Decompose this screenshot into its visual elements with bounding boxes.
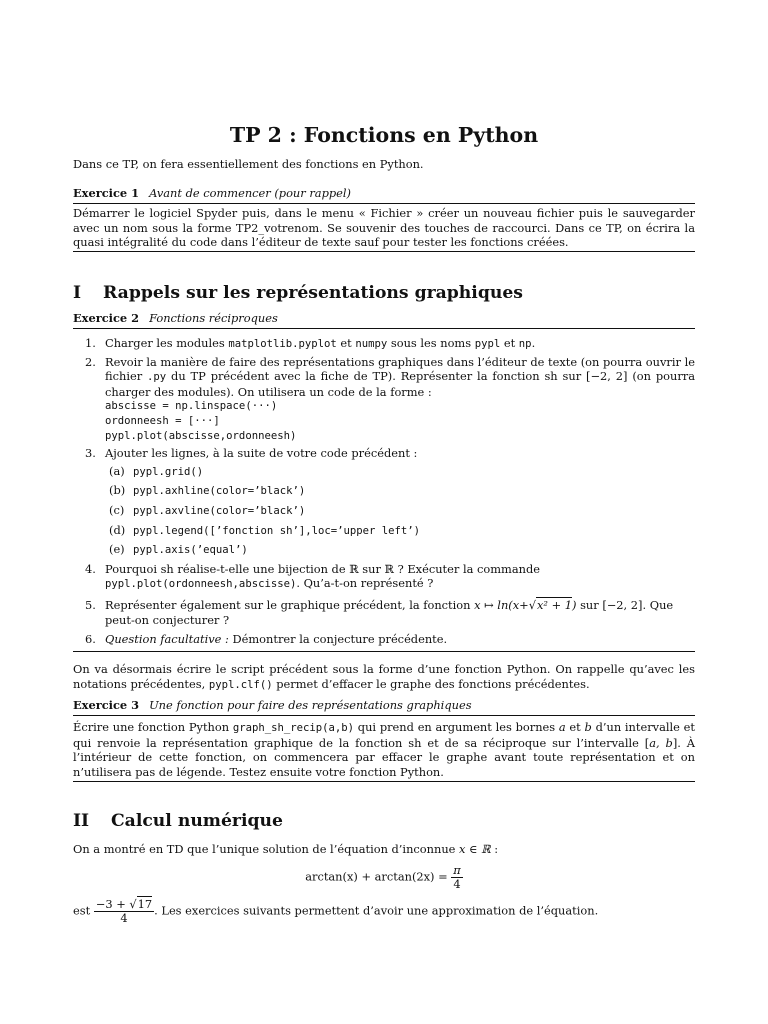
exercise-3-text bbox=[73, 720, 695, 779]
inline-code: pypl.grid() bbox=[133, 465, 204, 478]
sub-list bbox=[105, 464, 695, 558]
sqrt-argument: 17 bbox=[137, 897, 153, 911]
paragraph-text: On a montré en TD que l’unique solution de l’équation d’inconnue bbox=[73, 842, 460, 856]
sub-item-label: (c) bbox=[109, 502, 125, 517]
exercise-2-item-2 bbox=[73, 355, 695, 444]
paragraph-text: : bbox=[490, 842, 499, 856]
item-number: 6. bbox=[85, 632, 96, 647]
inline-code: graph_sh_recip(a,b) bbox=[232, 722, 355, 734]
inline-code: .py bbox=[147, 371, 167, 384]
fraction-numerator: −3 + √17 bbox=[95, 897, 153, 911]
solution-fraction bbox=[94, 898, 154, 925]
transition-paragraph bbox=[73, 662, 695, 692]
item-text: . bbox=[531, 336, 536, 350]
exercise-2-item-3 bbox=[73, 446, 695, 558]
paragraph-text: Écrire une fonction Python bbox=[73, 720, 233, 734]
inline-code: pypl.axvline(color=’black’) bbox=[133, 504, 306, 517]
inline-code: matplotlib.pyplot bbox=[228, 338, 337, 350]
section-2-heading bbox=[73, 810, 283, 832]
item-number: 3. bbox=[85, 446, 96, 461]
fraction-denominator: 4 bbox=[120, 911, 128, 925]
item-text: Ajouter les lignes, à la suite de votre code précédent : bbox=[105, 446, 418, 461]
fraction-numerator: π bbox=[453, 863, 461, 877]
numerator-part: −3 + bbox=[95, 897, 130, 911]
sub-item bbox=[105, 483, 695, 499]
exercise-2-bottom-rule bbox=[73, 651, 695, 652]
inline-code: numpy bbox=[355, 338, 388, 350]
item-text: du TP précédent avec la fiche de TP). Représenter la fonction sh sur [−2, 2] (on pourra charger des modules). On utilisera un code de la forme : bbox=[105, 369, 695, 399]
sub-item bbox=[105, 464, 695, 480]
equation bbox=[0, 864, 768, 891]
exercise-2-list bbox=[73, 336, 695, 650]
math-expression: ) bbox=[572, 597, 577, 612]
sub-item-label: (d) bbox=[109, 522, 126, 537]
inline-code: pypl.axis(’equal’) bbox=[133, 544, 248, 557]
final-paragraph bbox=[73, 898, 695, 925]
equation-fraction bbox=[451, 864, 463, 891]
exercise-3-subtitle: Une fonction pour faire des représentations graphiques bbox=[149, 698, 472, 712]
item-text: Pourquoi sh réalise-t-elle une bijection de ℝ sur ℝ ? Exécuter la commande bbox=[105, 561, 540, 576]
math-variable: a bbox=[558, 720, 566, 734]
exercise-3-bottom-rule bbox=[73, 781, 695, 782]
sub-item-label: (b) bbox=[109, 483, 126, 498]
item-text: Charger les modules bbox=[105, 336, 229, 350]
math-expression: x ↦ ln(x+ bbox=[474, 597, 529, 612]
sub-item bbox=[105, 503, 695, 519]
item-italic-lead: Question facultative : bbox=[105, 632, 229, 647]
exercise-1-top-rule bbox=[73, 203, 695, 204]
exercise-2-item-5: 5. Représenter également sur le graphique précédent, la fonction x ↦ ln(x+√x² + 1) sur [−2, 2]. Que peut-on conjecturer ? bbox=[85, 597, 674, 627]
sub-item bbox=[105, 523, 695, 539]
section-1-number: I bbox=[73, 283, 82, 303]
exercise-3-top-rule bbox=[73, 715, 695, 716]
exercise-2-item-4 bbox=[73, 562, 695, 592]
inline-code: pypl.clf() bbox=[208, 678, 273, 691]
math-variable: b bbox=[584, 720, 592, 734]
paragraph-text: ]. À l’intérieur de cette fonction, on commencera par effacer le graphe avant toute représentation et on n’utilisera pas de légende. Testez ensuite votre fonction Python. bbox=[73, 735, 695, 779]
paragraph-text: d’un intervalle et qui renvoie la représentation graphique de la fonction sh et de sa réciproque sur l’intervalle [ bbox=[73, 720, 695, 750]
exercise-2-subtitle: Fonctions réciproques bbox=[149, 311, 278, 325]
sub-item-label: (a) bbox=[109, 463, 125, 478]
item-text: sur [−2, 2]. Que peut-on conjecturer ? bbox=[105, 597, 674, 627]
item-text: Représenter également sur le graphique précédent, la fonction bbox=[105, 597, 475, 612]
item-text: et bbox=[336, 336, 356, 350]
item-number: 4. bbox=[85, 561, 96, 576]
intro-paragraph: Dans ce TP, on fera essentiellement des fonctions en Python. bbox=[73, 157, 424, 171]
paragraph-text: On va désormais écrire le script précédent sous la forme d’une fonction Python. On rappelle qu’avec les notations précédentes, bbox=[73, 662, 695, 691]
inline-code: pypl.axhline(color=’black’) bbox=[133, 485, 306, 498]
code-line: ordonneesh = [···] bbox=[105, 414, 220, 427]
code-line: abscisse = np.linspace(···) bbox=[105, 400, 278, 413]
inline-code: np bbox=[518, 338, 532, 350]
item-number: 1. bbox=[85, 336, 96, 350]
section-1-title: Rappels sur les représentations graphiques bbox=[103, 283, 523, 303]
fraction-denominator: 4 bbox=[453, 877, 461, 891]
item-text: Revoir la manière de faire des représentations graphiques dans l’éditeur de texte (on pourra ouvrir le fichier bbox=[105, 354, 695, 384]
section-1-heading bbox=[73, 282, 523, 304]
code-line: pypl.plot(abscisse,ordonneesh) bbox=[105, 429, 297, 442]
exercise-3-header bbox=[73, 698, 695, 713]
equation-lhs: arctan(x) + arctan(2x) = bbox=[305, 869, 452, 884]
item-text: . Qu’a-t-on représenté ? bbox=[296, 576, 434, 591]
page-title: TP 2 : Fonctions en Python bbox=[229, 123, 539, 147]
paragraph-text: qui prend en argument les bornes bbox=[354, 720, 559, 734]
inline-code: pypl.legend([’fonction sh’],loc=’upper left’) bbox=[133, 524, 421, 537]
math-variable: a, b bbox=[649, 735, 673, 750]
exercise-1-text: Démarrer le logiciel Spyder puis, dans le menu « Fichier » créer un nouveau fichier puis le sauvegarder avec un nom sous la forme TP2_votrenom. Se souvenir des touches de raccourci. Dans ce TP, on écrira la quasi intégralité du code dans l’éditeur de texte sauf pour tester les fonctions créées. bbox=[73, 206, 695, 250]
inline-code: pypl bbox=[474, 338, 501, 350]
exercise-2-top-rule bbox=[73, 328, 695, 329]
exercise-2-item-6 bbox=[73, 632, 695, 647]
section-2-title: Calcul numérique bbox=[111, 811, 283, 831]
math-expression: x ∈ ℝ bbox=[459, 842, 491, 856]
paragraph-text: et bbox=[565, 720, 585, 734]
inline-code: pypl.plot(ordonneesh,abscisse) bbox=[105, 578, 297, 591]
math-sqrt-argument: x² + 1 bbox=[536, 597, 572, 612]
exercise-1-label: Exercice 1 bbox=[73, 186, 140, 200]
exercise-1-subtitle: Avant de commencer (pour rappel) bbox=[149, 186, 351, 200]
exercise-3-label: Exercice 3 bbox=[73, 698, 140, 712]
code-block bbox=[105, 399, 695, 443]
exercise-2-header bbox=[73, 311, 695, 326]
section-2-number: II bbox=[73, 811, 90, 831]
sub-item bbox=[105, 542, 695, 558]
exercise-1-header bbox=[73, 186, 695, 201]
item-number: 2. bbox=[85, 354, 96, 369]
paragraph-text: . Les exercices suivants permettent d’avoir une approximation de l’équation. bbox=[154, 903, 599, 918]
exercise-2-item-1 bbox=[73, 336, 695, 352]
sub-item-label: (e) bbox=[109, 542, 125, 557]
item-text: sous les noms bbox=[387, 336, 475, 350]
paragraph-text: est bbox=[73, 903, 94, 918]
exercise-1-bottom-rule bbox=[73, 251, 695, 252]
exercise-2-label: Exercice 2 bbox=[73, 311, 140, 325]
item-text: et bbox=[500, 336, 519, 350]
item-text: Démontrer la conjecture précédente. bbox=[228, 632, 448, 647]
item-number: 5. bbox=[85, 597, 96, 612]
paragraph-text: permet d’effacer le graphe des fonctions précédentes. bbox=[272, 676, 590, 691]
td-paragraph bbox=[73, 842, 695, 857]
